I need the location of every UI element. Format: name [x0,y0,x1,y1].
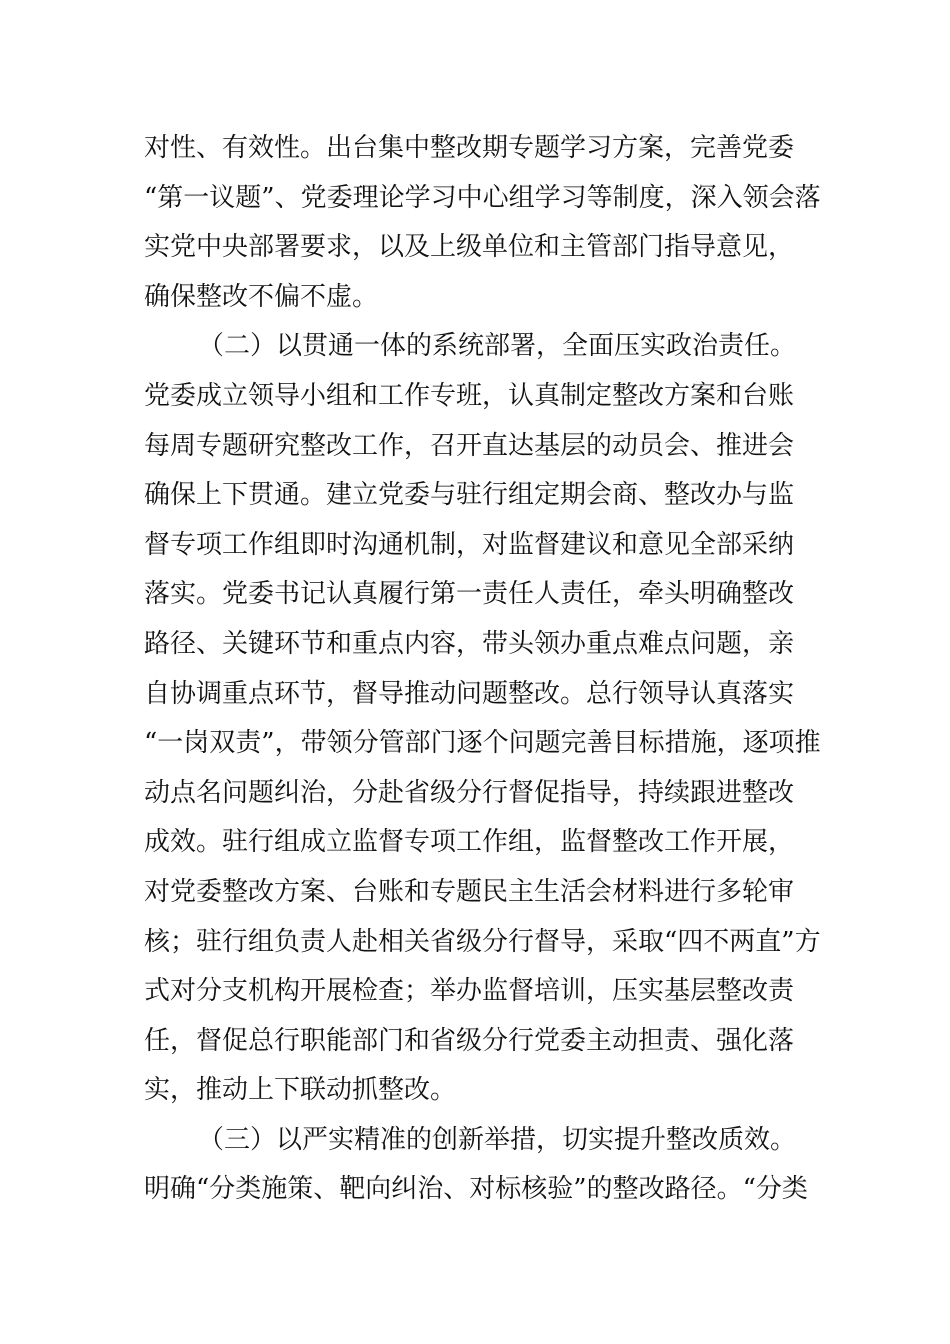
text-line: 自协调重点环节，督导推动问题整改。总行领导认真落实 [144,678,795,709]
text-line: 党委成立领导小组和工作专班，认真制定整改方案和台账 [144,380,795,411]
text-line: 督专项工作组即时沟通机制，对监督建议和意见全部采纳 [144,529,795,560]
text-line: 确保整改不偏不虚。 [144,281,379,312]
text-line: 实，推动上下联动抓整改。 [144,1075,457,1106]
text-line: 对党委整改方案、台账和专题民主生活会材料进行多轮审 [144,876,795,907]
text-line: 核；驻行组负责人赴相关省级分行督导，采取“四不两直”方 [144,926,821,957]
text-line: 实党中央部署要求，以及上级单位和主管部门指导意见， [144,232,795,263]
text-line: 落实。党委书记认真履行第一责任人责任，牵头明确整改 [144,579,795,610]
text-line: 动点名问题纠治，分赴省级分行督促指导，持续跟进整改 [144,777,795,808]
text-line: 明确“分类施策、靶向纠治、对标核验”的整改路径。“分类 [144,1174,808,1205]
body-text [144,124,821,1215]
text-line: 式对分支机构开展检查；举办监督培训，压实基层整改责 [144,976,795,1007]
text-line: 任，督促总行职能部门和省级分行党委主动担责、强化落 [144,1025,795,1056]
text-line: 路径、关键环节和重点内容，带头领办重点难点问题，亲 [144,628,795,659]
text-line: “第一议题”、党委理论学习中心组学习等制度，深入领会落 [144,182,821,213]
section-heading-3: （三）以严实精准的创新举措，切实提升整改质效。 [198,1124,797,1155]
text-line: 对性、有效性。出台集中整改期专题学习方案，完善党委 [144,133,795,163]
section-heading-2: （二）以贯通一体的系统部署，全面压实政治责任。 [198,331,797,362]
text-line: 每周专题研究整改工作，召开直达基层的动员会、推进会 [144,430,795,461]
text-line: 确保上下贯通。建立党委与驻行组定期会商、整改办与监 [144,480,795,511]
text-line: “一岗双责”，带领分管部门逐个问题完善目标措施，逐项推 [144,728,821,759]
text-line: 成效。驻行组成立监督专项工作组，监督整改工作开展， [144,827,795,858]
